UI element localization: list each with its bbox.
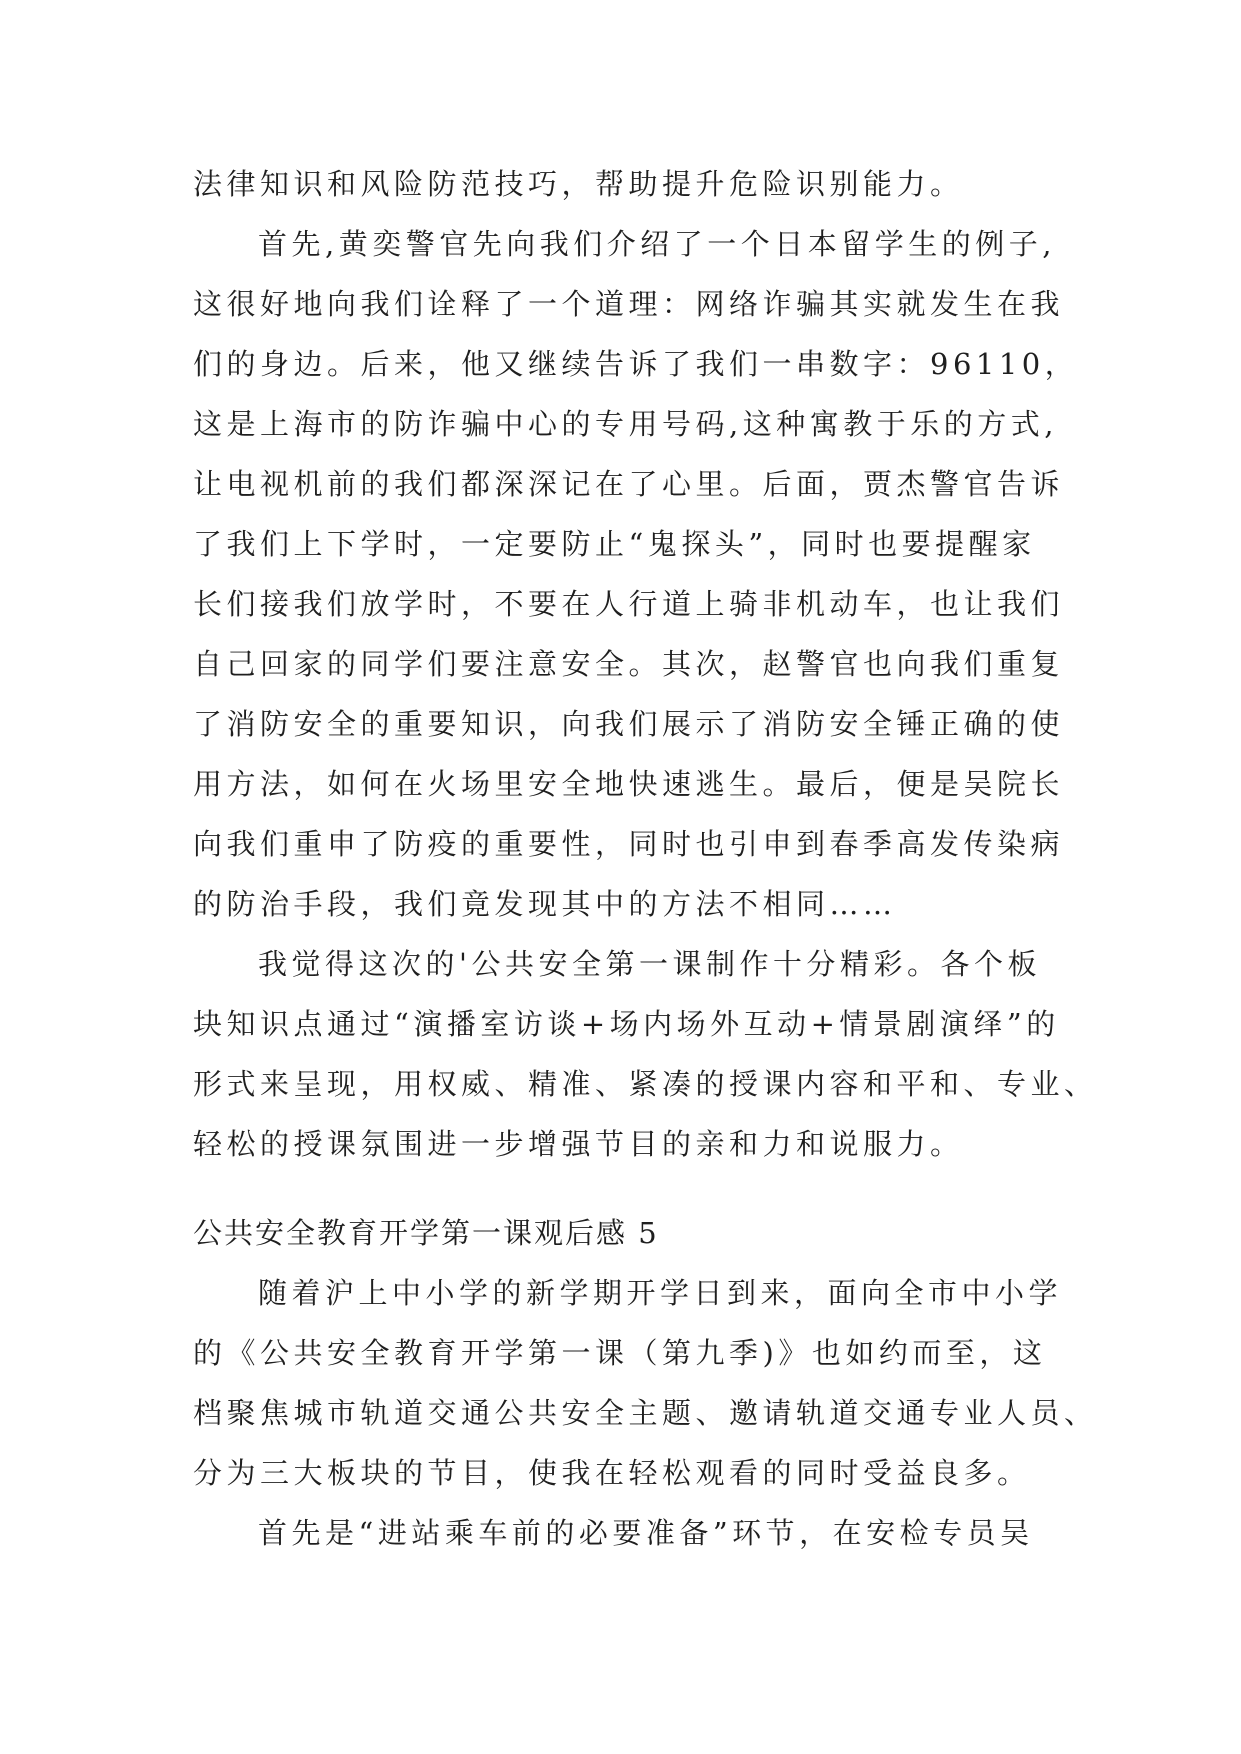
- paragraph-2-line-5: 让电视机前的我们都深深记在了心里。后面，贾杰警官告诉: [193, 467, 1065, 501]
- paragraph-2-line-4: 这是上海市的防诈骗中心的专用号码,这种寓教于乐的方式,: [193, 407, 1058, 441]
- paragraph-2-line-3: 们的身边。后来，他又继续告诉了我们一串数字：96110，: [193, 347, 1079, 381]
- paragraph-2-line-9: 了消防安全的重要知识，向我们展示了消防安全锤正确的使: [193, 707, 1065, 741]
- paragraph-3-line-4: 轻松的授课氛围进一步增强节目的亲和力和说服力。: [193, 1127, 964, 1161]
- paragraph-1-line-1: 法律知识和风险防范技巧，帮助提升危险识别能力。: [193, 167, 964, 201]
- paragraph-2-line-1: 首先,黄奕警官先向我们介绍了一个日本留学生的例子,: [258, 227, 1056, 261]
- paragraph-2-line-7: 长们接我们放学时，不要在人行道上骑非机动车，也让我们: [193, 587, 1065, 621]
- paragraph-2-line-11: 向我们重申了防疫的重要性，同时也引申到春季高发传染病: [193, 827, 1065, 861]
- paragraph-4-line-1: 随着沪上中小学的新学期开学日到来，面向全市中小学: [258, 1276, 1063, 1310]
- paragraph-2-line-10: 用方法，如何在火场里安全地快速逃生。最后，便是吴院长: [193, 767, 1065, 801]
- paragraph-2-line-2: 这很好地向我们诠释了一个道理：网络诈骗其实就发生在我: [193, 287, 1065, 321]
- paragraph-3-line-2: 块知识点通过“演播室访谈+场内场外互动+情景剧演绎”的: [193, 1007, 1060, 1041]
- section-heading: 公共安全教育开学第一课观后感 5: [193, 1216, 659, 1250]
- paragraph-3-line-1: 我觉得这次的'公共安全第一课制作十分精彩。各个板: [258, 947, 1041, 981]
- paragraph-5-line-1: 首先是“进站乘车前的必要准备”环节，在安检专员吴: [258, 1516, 1034, 1550]
- paragraph-2-line-6: 了我们上下学时，一定要防止“鬼探头”，同时也要提醒家: [193, 527, 1036, 561]
- paragraph-4-line-2: 的《公共安全教育开学第一课（第九季)》也如约而至，这: [193, 1336, 1047, 1370]
- paragraph-4-line-3: 档聚焦城市轨道交通公共安全主题、邀请轨道交通专业人员、: [193, 1396, 1098, 1430]
- paragraph-3-line-3: 形式来呈现，用权威、精准、紧凑的授课内容和平和、专业、: [193, 1067, 1098, 1101]
- paragraph-4-line-4: 分为三大板块的节目，使我在轻松观看的同时受益良多。: [193, 1456, 1031, 1490]
- paragraph-2-line-12: 的防治手段，我们竟发现其中的方法不相同……: [193, 887, 897, 921]
- paragraph-2-line-8: 自己回家的同学们要注意安全。其次，赵警官也向我们重复: [193, 647, 1065, 681]
